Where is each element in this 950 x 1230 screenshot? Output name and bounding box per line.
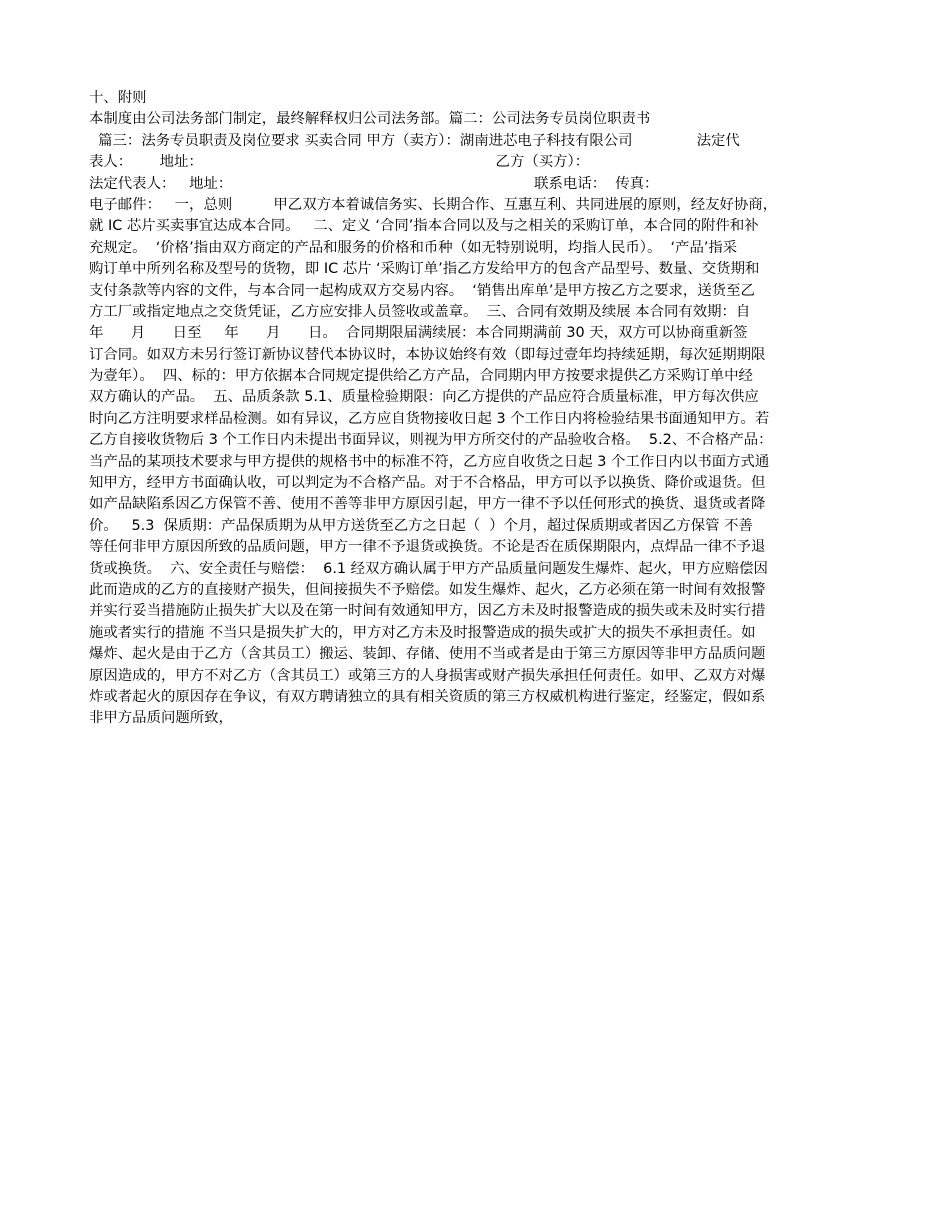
text-line-10: 支付条款等内容的文件，与本合同一起构成双方交易内容。 ‘销售出库单’是甲方按乙方之要求，送货至乙 <box>89 282 755 299</box>
text-line-29: 炸或者起火的原因存在争议，有双方聘请独立的具有相关资质的第三方权威机构进行鉴定，经鉴定，假如系 <box>89 688 766 705</box>
text-line-9: 购订单中所列名称及型号的货物，即 IC 芯片 ‘采购订单’指乙方发给甲方的包含产品型号、数量、交货期和 <box>89 261 760 278</box>
text-line-2: 本制度由公司法务部门制定，最终解释权归公司法务部。篇二：公司法务专员岗位职责书 <box>89 111 651 128</box>
document-body <box>89 88 863 730</box>
text-line-23: 货或换货。 六、安全责任与赔偿： 6.1 经双方确认属于甲方产品质量问题发生爆炸、起火，甲方应赔偿因 <box>89 560 768 577</box>
text-line-13: 订合同。如双方未另行签订新协议替代本协议时，本协议始终有效（即每过壹年均持续延期，每次延期期限 <box>89 346 766 363</box>
text-line-17: 乙方自接收货物后 3 个工作日内未提出书面异议，则视为甲方所交付的产品验收合格。 5.2、不合格产品： <box>89 432 773 449</box>
text-line-7: 就 IC 芯片买卖事宜达成本合同。 二、定义 ‘合同’指本合同以及与之相关的采购订单，本合同的附件和补 <box>89 218 759 235</box>
text-line-24: 此而造成的乙方的直接财产损失，但间接损失不予赔偿。如发生爆炸、起火，乙方必须在第一时间有效报警 <box>89 581 766 598</box>
text-line-3: 篇三：法务专员职责及岗位要求 买卖合同 甲方（卖方）：湖南进芯电子科技有限公司 法定代 <box>89 132 740 149</box>
text-line-11: 方工厂或指定地点之交货凭证，乙方应安排人员签收或盖章。 三、合同有效期及续展 本合同有效期：自 <box>89 303 751 320</box>
text-line-15: 双方确认的产品。 五、品质条款 5.1、质量检验期限：向乙方提供的产品应符合质量标准，甲方每次供应 <box>89 389 759 406</box>
text-line-26: 施或者实行的措施 不当只是损失扩大的，甲方对乙方未及时报警造成的损失或扩大的损失不承担责任。如 <box>89 624 756 641</box>
text-line-20: 如产品缺陷系因乙方保管不善、使用不善等非甲方原因引起，甲方一律不予以任何形式的换货、退货或者降 <box>89 496 766 513</box>
text-line-16: 时向乙方注明要求样品检测。如有异议，乙方应自货物接收日起 3 个工作日内将检验结果书面通知甲方。若 <box>89 410 770 427</box>
text-line-27: 爆炸、起火是由于乙方（含其员工）搬运、装卸、存储、使用不当或者是由于第三方原因等非甲方品质问题 <box>89 646 766 663</box>
text-line-30: 非甲方品质问题所致， <box>89 710 233 727</box>
text-line-12: 年 月 日至 年 月 日。 合同期限届满续展：本合同期满前 30 天，双方可以协商重新签 <box>89 325 748 342</box>
text-line-21: 价。 5.3 保质期：产品保质期为从甲方送货至乙方之日起（ ）个月，超过保质期或者因乙方保管 不善 <box>89 517 753 534</box>
text-line-25: 并实行妥当措施防止损失扩大以及在第一时间有效通知甲方，因乙方未及时报警造成的损失或未及时实行措 <box>89 603 766 620</box>
text-line-5: 法定代表人： 地址： 联系电话： 传真： <box>89 175 659 192</box>
text-line-28: 原因造成的，甲方不对乙方（含其员工）或第三方的人身损害或财产损失承担任何责任。如甲、乙双方对爆 <box>89 667 766 684</box>
text-line-4: 表人： 地址： 乙方（买方）： <box>89 154 590 171</box>
text-line-1: 十、附则 <box>89 90 147 106</box>
text-line-6: 电子邮件： 一，总则 甲乙双方本着诚信务实、长期合作、互惠互利、共同进展的原则，经友好协商， <box>89 196 778 213</box>
text-line-8: 充规定。 ‘价格’指由双方商定的产品和服务的价格和币种（如无特别说明，均指人民币）。 ‘产品’指采 <box>89 239 738 256</box>
text-line-22: 等任何非甲方原因所致的品质问题，甲方一律不予退货或换货。不论是否在质保期限内，点焊品一律不予退 <box>89 539 766 556</box>
text-line-18: 当产品的某项技术要求与甲方提供的规格书中的标准不符，乙方应自收货之日起 3 个工作日内以书面方式通 <box>89 453 770 470</box>
text-line-14: 为壹年）。 四、标的：甲方依据本合同规定提供给乙方产品，合同期内甲方按要求提供乙方采购订单中经 <box>89 368 753 385</box>
text-line-19: 知甲方，经甲方书面确认收，可以判定为不合格产品。对于不合格品，甲方可以予以换货、降价或退货。但 <box>89 475 766 492</box>
